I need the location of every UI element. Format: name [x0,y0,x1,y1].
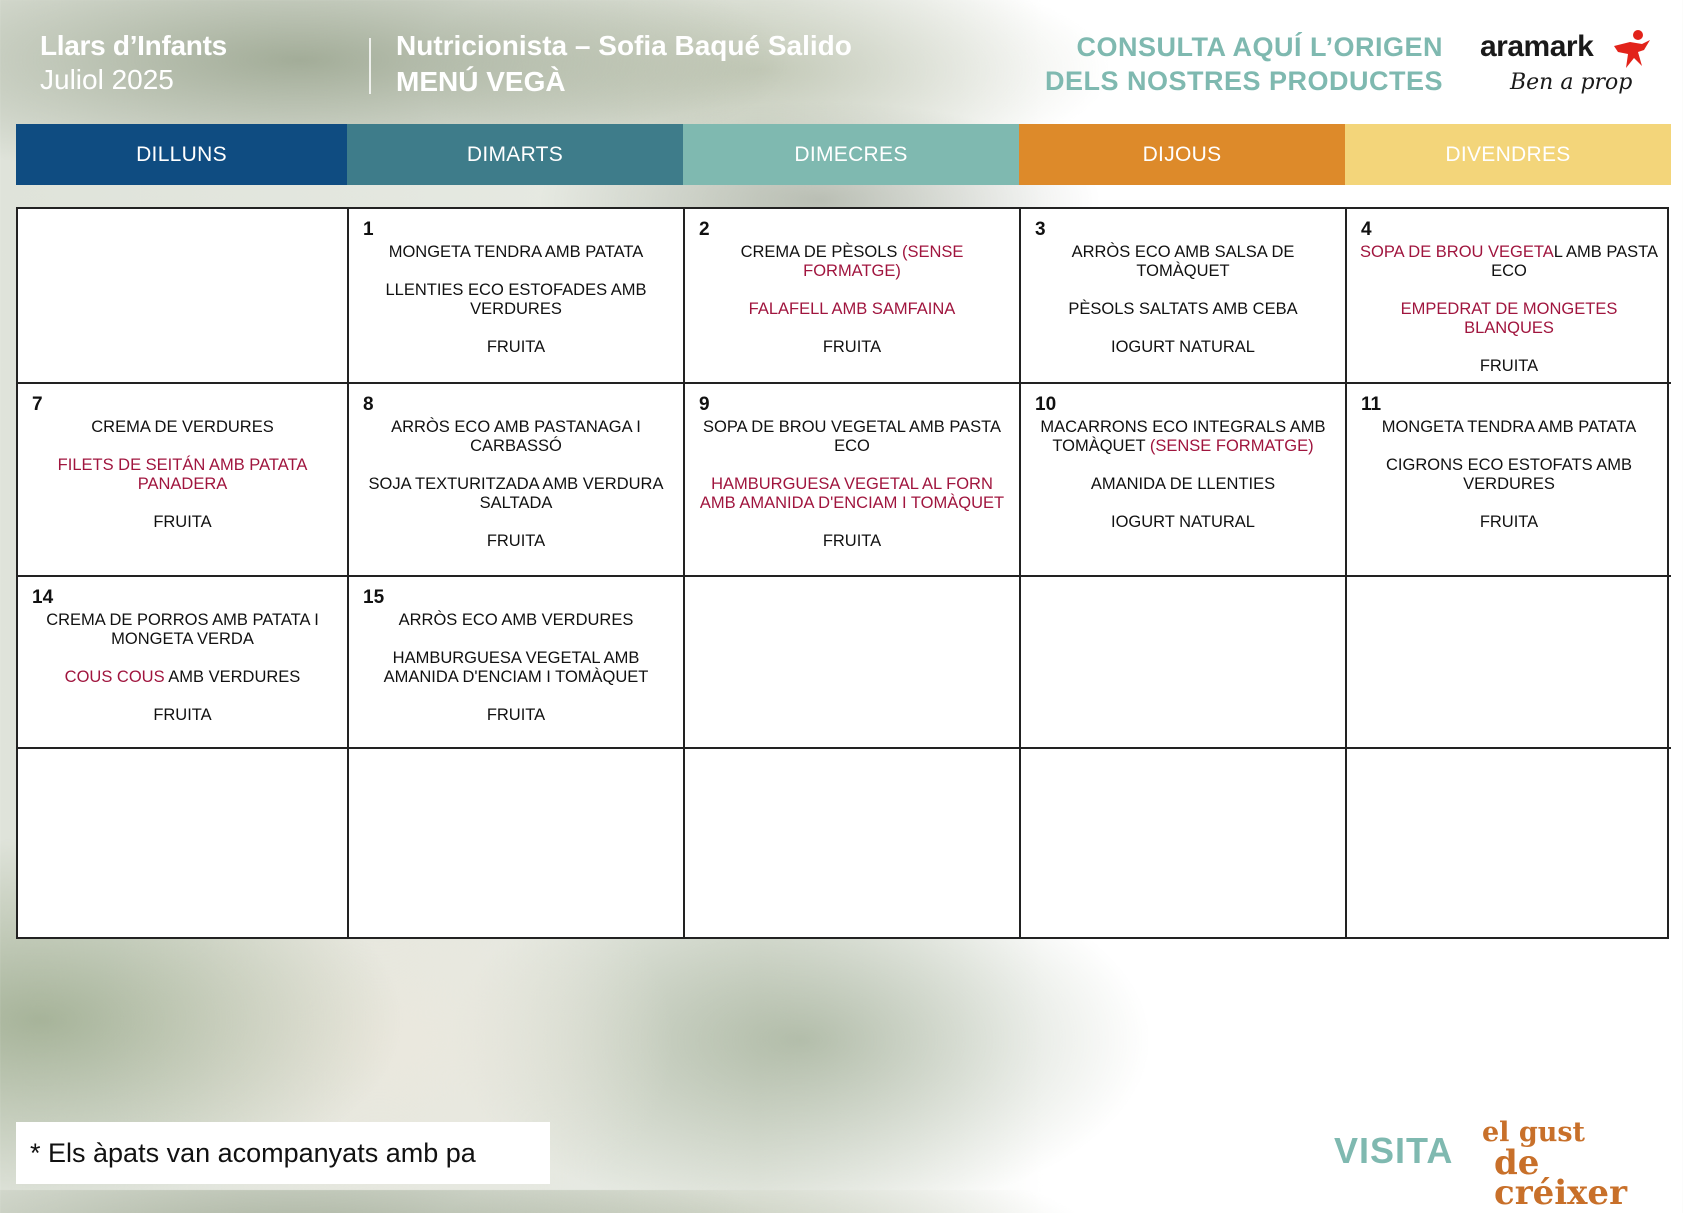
day-cell [685,749,1021,937]
origin-link-line2: DELS NOSTRES PRODUCTES [1044,66,1443,96]
weekday-dimecres: DIMECRES [683,124,1019,185]
day-cell [1347,384,1671,577]
weekday-header-bar [16,124,1671,185]
dish-text: FRUITA [153,513,212,531]
day-cell [685,384,1021,577]
dish-text-highlight: HAMBURGUESA VEGETAL AL FORN AMB AMANIDA D'ENCIAM I TOMÀQUET [699,475,1005,512]
menu-dish [357,418,675,456]
dish-text-highlight: (SENSE FORMATGE) [1149,437,1314,455]
day-cell [685,577,1021,749]
dish-text: MACARRONS ECO INTEGRALS AMB TOMÀQUET [1040,418,1326,455]
menu-dish [357,475,675,513]
day-number: 10 [1035,394,1057,415]
dish-text-highlight: FALAFELL AMB SAMFAINA [748,300,956,318]
day-cell [1347,209,1671,384]
dish-text: L AMB PASTA ECO [1491,243,1658,280]
nutritionist-label: Nutricionista – Sofia Baqué Salido [396,30,852,61]
day-number: 3 [1035,219,1046,240]
menu-dish [1029,513,1337,532]
menu-dish [357,338,675,357]
dish-text: FRUITA [822,532,882,550]
dish-text-highlight: FILETS DE SEITÁN AMB PATATA PANADERA [57,456,308,493]
running-star-icon [1608,28,1652,72]
menu-dish [1355,418,1663,437]
day-number: 4 [1361,219,1372,240]
dish-text: FRUITA [486,532,546,550]
dish-text-highlight: COUS COUS [64,668,165,686]
menu-calendar-grid [16,207,1669,939]
dish-text: FRUITA [1479,357,1539,375]
dish-text: IOGURT NATURAL [1111,338,1255,356]
day-number: 1 [363,219,374,240]
menu-dish [693,418,1011,456]
menu-dish [357,611,675,630]
menu-dish [357,532,675,551]
dish-text: AMB VERDURES [164,668,301,686]
dish-text: CREMA DE PÈSOLS [740,243,902,261]
day-number: 11 [1361,394,1382,415]
menu-dish [693,532,1011,551]
dish-text: CIGRONS ECO ESTOFATS AMB VERDURES [1385,456,1633,493]
dish-text-highlight: EMPEDRAT DE MONGETES BLANQUES [1400,300,1618,337]
dish-text: ARRÒS ECO AMB SALSA DE TOMÀQUET [1071,243,1295,280]
header-divider [369,38,371,94]
menu-dish [26,706,339,725]
dish-text: CREMA DE PORROS AMB PATATA I MONGETA VERDA [46,611,319,648]
visit-link[interactable]: VISITA [1334,1130,1454,1171]
menu-type-label: MENÚ VEGÀ [396,66,566,97]
day-cell [18,577,349,749]
day-number: 14 [32,587,54,608]
menu-dish [26,513,339,532]
dish-text: FRUITA [486,706,546,724]
dish-text: FRUITA [1479,513,1539,531]
menu-dish [1029,418,1337,456]
menu-dish [1355,513,1663,532]
period-label: Juliol 2025 [40,64,174,95]
menu-dish [693,475,1011,513]
day-cell [685,209,1021,384]
menu-dish [26,456,339,494]
dish-text: FRUITA [486,338,546,356]
dish-text: ARRÒS ECO AMB VERDURES [398,611,634,629]
header-left [40,30,227,96]
menu-dish [1355,456,1663,494]
dish-text: SOPA DE BROU VEGETAL AMB PASTA ECO [703,418,1001,455]
origin-link[interactable] [1045,30,1443,98]
dish-text: SOJA TEXTURITZADA AMB VERDURA SALTADA [368,475,664,512]
dish-text: LLENTIES ECO ESTOFADES AMB VERDURES [385,281,647,318]
brand-line2: de créixer [1494,1143,1627,1213]
dish-text: AMANIDA DE LLENTIES [1090,475,1276,493]
menu-dish [357,649,675,687]
dish-text-highlight: SOPA DE BROU VEGETA [1359,243,1554,261]
origin-link-line1: CONSULTA AQUÍ L’ORIGEN [1076,32,1443,62]
day-cell [349,384,685,577]
logo-tagline: Ben a prop [1510,70,1633,95]
dish-text: ARRÒS ECO AMB PASTANAGA I CARBASSÓ [391,418,641,455]
day-cell [1021,209,1347,384]
dish-text: PÈSOLS SALTATS AMB CEBA [1068,300,1298,318]
menu-dish [1029,300,1337,319]
day-cell [18,209,349,384]
day-cell [1021,577,1347,749]
dish-text: IOGURT NATURAL [1111,513,1255,531]
menu-dish [357,243,675,262]
day-cell [1347,577,1671,749]
menu-dish [26,668,339,687]
day-number: 9 [699,394,710,415]
dish-text: MONGETA TENDRA AMB PATATA [388,243,644,261]
day-cell [349,209,685,384]
header-mid [396,30,852,98]
dish-text: FRUITA [822,338,882,356]
brand-line1: el gust [1482,1117,1586,1148]
menu-dish [357,706,675,725]
day-number: 15 [363,587,385,608]
day-cell [18,749,349,937]
day-number: 7 [32,394,43,415]
menu-dish [1355,243,1663,281]
day-cell [349,577,685,749]
weekday-dimarts: DIMARTS [347,124,683,185]
logo-wordmark: aramark [1480,30,1594,63]
menu-dish [693,300,1011,319]
bread-note: * Els àpats van acompanyats amb pa [16,1122,550,1184]
day-cell [1021,384,1347,577]
day-number: 8 [363,394,374,415]
aramark-logo [1480,28,1660,108]
menu-dish [26,611,339,649]
dish-text: MONGETA TENDRA AMB PATATA [1381,418,1637,436]
day-number: 2 [699,219,710,240]
day-cell [1347,749,1671,937]
weekday-dilluns: DILLUNS [16,124,347,185]
menu-dish [1029,243,1337,281]
day-cell [1021,749,1347,937]
menu-dish [1355,300,1663,338]
menu-dish [1355,357,1663,376]
weekday-dijous: DIJOUS [1019,124,1345,185]
menu-dish [1029,475,1337,494]
menu-dish [26,418,339,437]
menu-dish [693,243,1011,281]
dish-text-highlight: (SENSE FORMATGE) [803,243,964,280]
menu-dish [693,338,1011,357]
page-title: Llars d’Infants [40,30,227,61]
day-cell [349,749,685,937]
day-cell [18,384,349,577]
dish-text: CREMA DE VERDURES [91,418,274,436]
menu-dish [357,281,675,319]
menu-dish [1029,338,1337,357]
el-gust-de-creixer-logo[interactable] [1482,1117,1683,1213]
dish-text: FRUITA [153,706,212,724]
dish-text: HAMBURGUESA VEGETAL AMB AMANIDA D'ENCIAM I TOMÀQUET [383,649,649,686]
weekday-divendres: DIVENDRES [1345,124,1671,185]
